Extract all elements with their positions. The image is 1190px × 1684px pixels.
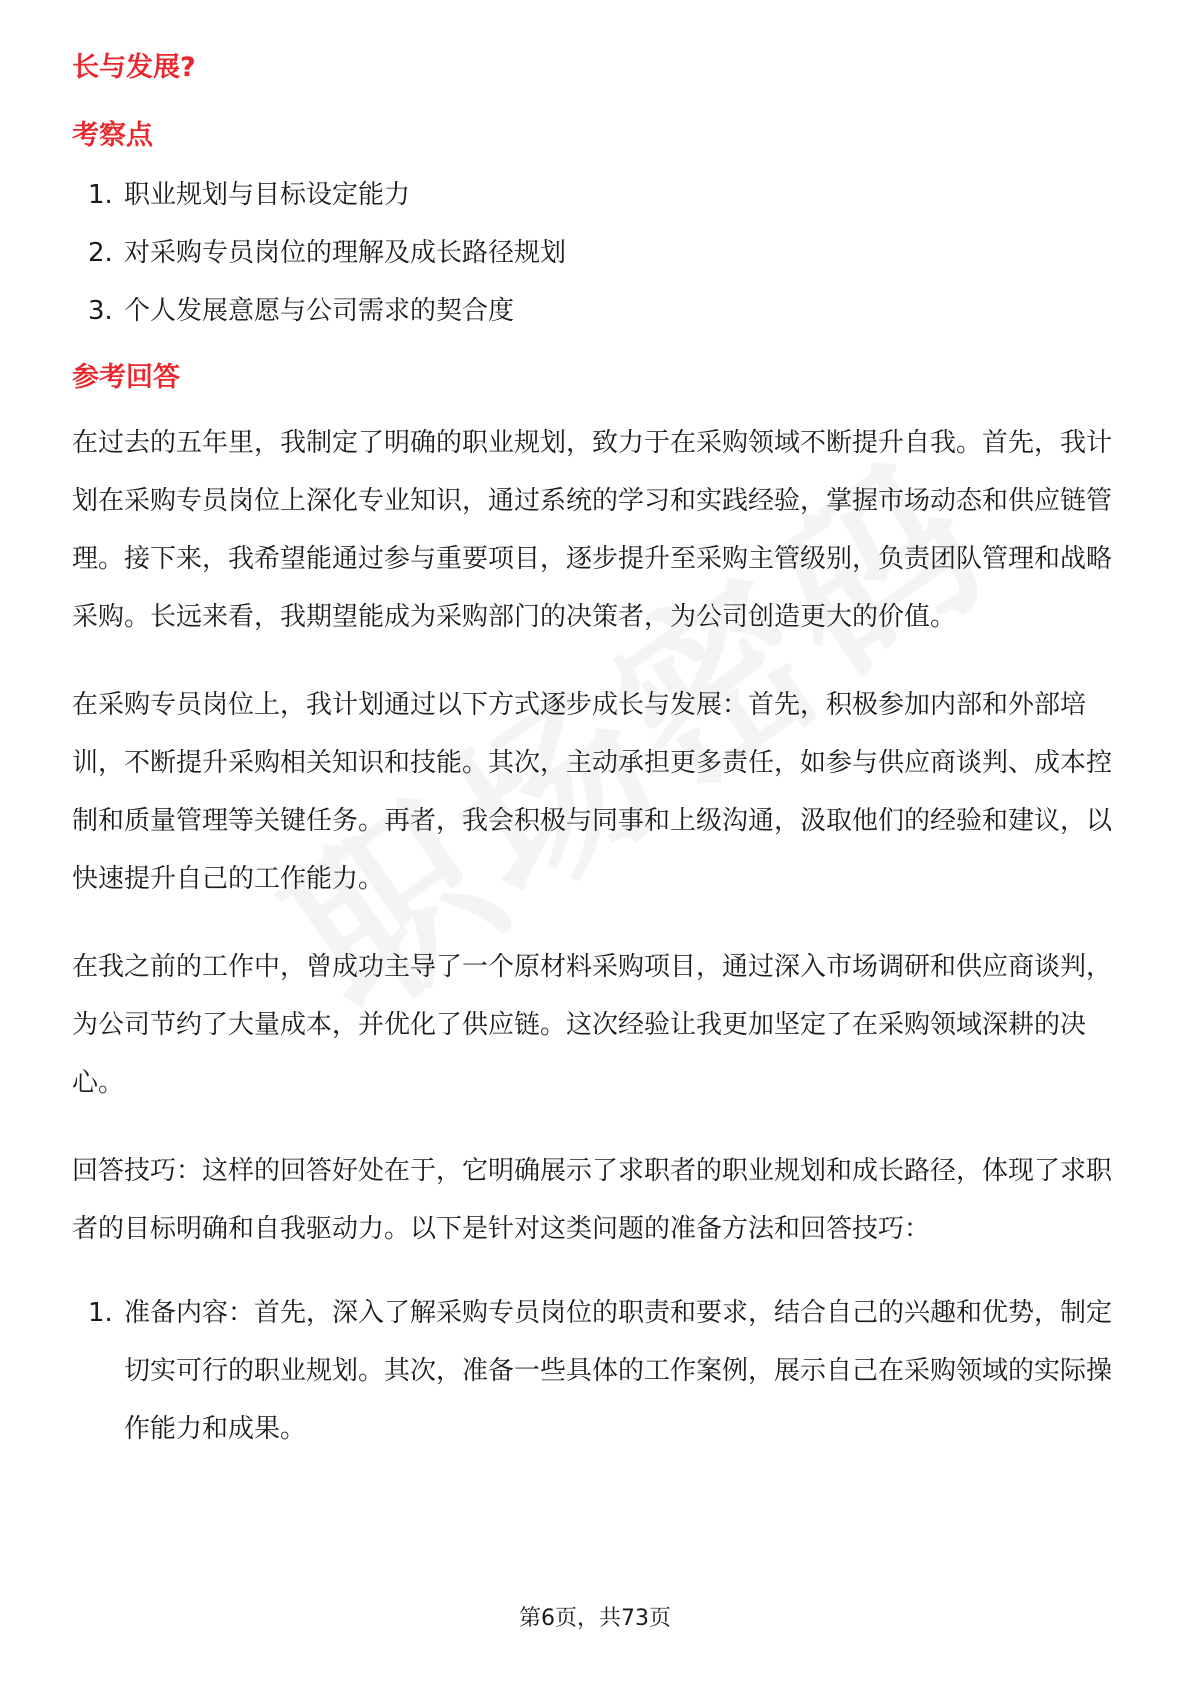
list-item-number: 2. [88, 238, 113, 268]
list-item [72, 294, 1122, 328]
section-heading-points: 考察点 [72, 120, 153, 151]
page-footer: 第6页，共73页 [519, 1606, 671, 1631]
list-item [72, 1284, 1122, 1458]
paragraph: 在我之前的工作中，曾成功主导了一个原材料采购项目，通过深入市场调研和供应商谈判，为公司节约了大量成本，并优化了供应链。这次经验让我更加坚定了在采购领域深耕的决心。 [72, 952, 1113, 1098]
points-list [72, 178, 1122, 328]
paragraph: 在过去的五年里，我制定了明确的职业规划，致力于在采购领域不断提升自我。首先，我计划在采购专员岗位上深化专业知识，通过系统的学习和实践经验，掌握市场动态和供应链管理。接下来，我希望能通过参与重要项目，逐步提升至采购主管级别，负责团队管理和战略采购。长远来看，我期望能成为采购部门的决策者，为公司创造更大的价值。 [72, 428, 1113, 632]
list-item-number: 3. [88, 296, 113, 326]
paragraph: 在采购专员岗位上，我计划通过以下方式逐步成长与发展：首先，积极参加内部和外部培训，不断提升采购相关知识和技能。其次，主动承担更多责任，如参与供应商谈判、成本控制和质量管理等关键任务。再者，我会积极与同事和上级沟通，汲取他们的经验和建议，以快速提升自己的工作能力。 [72, 690, 1113, 894]
question-heading-continued: 长与发展? [72, 52, 196, 83]
list-item [72, 178, 1122, 212]
list-item [72, 236, 1122, 270]
document-page [72, 48, 1122, 1458]
list-item-text: 准备内容：首先，深入了解采购专员岗位的职责和要求，结合自己的兴趣和优势，制定切实可行的职业规划。其次，准备一些具体的工作案例，展示自己在采购领域的实际操作能力和成果。 [124, 1298, 1113, 1444]
list-item-text: 个人发展意愿与公司需求的契合度 [124, 296, 515, 326]
paragraph: 回答技巧：这样的回答好处在于，它明确展示了求职者的职业规划和成长路径，体现了求职者的目标明确和自我驱动力。以下是针对这类问题的准备方法和回答技巧： [72, 1156, 1113, 1244]
section-heading-answer: 参考回答 [72, 362, 180, 393]
list-item-text: 对采购专员岗位的理解及成长路径规划 [124, 238, 567, 268]
list-item-number: 1. [88, 1298, 113, 1328]
list-item-text: 职业规划与目标设定能力 [124, 180, 411, 210]
list-item-number: 1. [88, 180, 113, 210]
tips-list [72, 1284, 1122, 1458]
